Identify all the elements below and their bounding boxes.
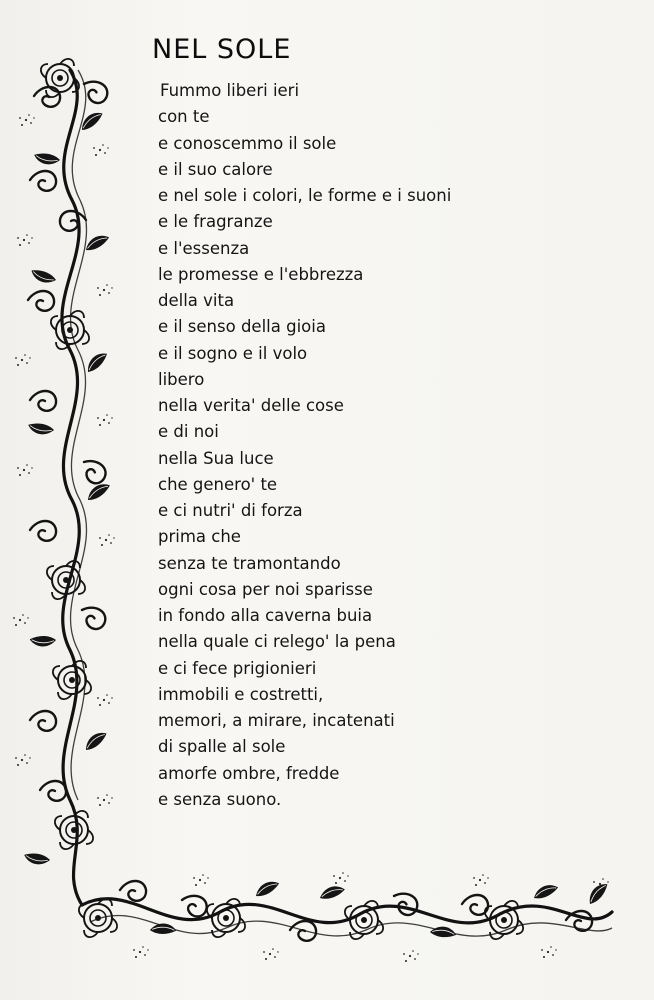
poem-line: e le fragranze [158,212,273,232]
poem-line: nella verita' delle cose [158,396,344,415]
poem-line: nella quale ci relego' la pena [158,632,396,652]
poem-line: e conoscemmo il sole [158,133,337,153]
poem-line: di spalle al sole [158,737,286,757]
poem-line: immobili e costretti, [158,684,324,704]
poem-line: ogni cosa per noi sparisse [158,579,373,599]
poem-line: e nel sole i colori, le forme e i suoni [158,186,452,205]
poem-line: e l'essenza [158,238,250,258]
poem-line: che genero' te [158,474,278,494]
poem-line: e ci fece prigionieri [158,658,317,678]
poem-line: Fummo liberi ieri [160,81,300,100]
poem-line: memori, a mirare, incatenati [158,711,395,730]
poem-line: e senza suono. [158,789,282,809]
poem-line: nella Sua luce [158,448,274,468]
poem-line: con te [158,107,210,127]
poem-line: e ci nutri' di forza [158,501,303,520]
poem-line: e il sogno e il volo [158,343,308,363]
poem-line: amorfe ombre, fredde [158,763,340,783]
poem-title: NEL SOLE [152,34,292,66]
poem-line: senza te tramontando [158,553,341,573]
poem-line: e di noi [158,422,219,442]
poem-line: in fondo alla caverna buia [158,606,373,625]
poem-line: e il senso della gioia [158,317,326,337]
poem-line: della vita [158,291,235,310]
poem-line: libero [158,369,205,389]
poem-line: e il suo calore [158,159,273,179]
poem-line: prima che [158,527,241,547]
poem-line: le promesse e l'ebbrezza [158,264,364,284]
